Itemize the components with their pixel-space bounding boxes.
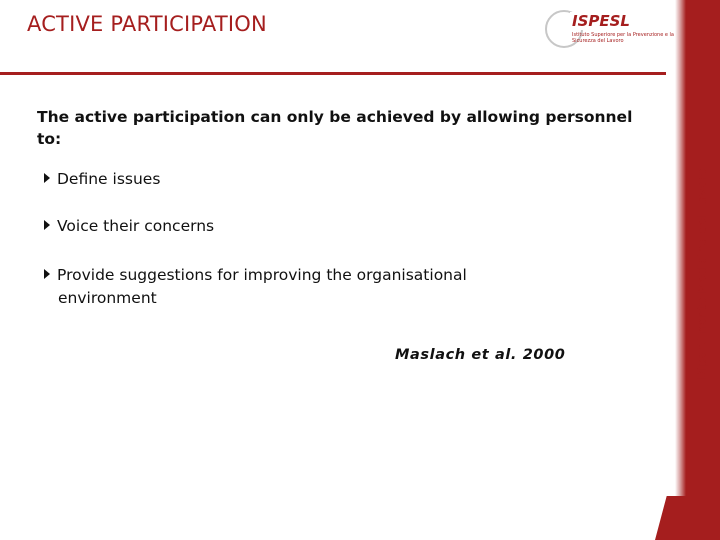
- bullet-text: Define issues: [57, 170, 161, 188]
- bullet-text: Voice their concerns: [57, 217, 215, 235]
- bullet-item: [44, 215, 584, 238]
- right-band-shadow: [675, 0, 686, 540]
- bullet-arrow-icon: [44, 220, 50, 230]
- logo-tagline: Istituto Superiore per la Prevenzione e la Sicurezza del Lavoro: [572, 32, 674, 44]
- right-band: [665, 0, 720, 540]
- bullet-arrow-icon: [44, 269, 50, 279]
- bullet-arrow-icon: [44, 173, 50, 183]
- citation: Maslach et al. 2000: [395, 347, 566, 363]
- logo-name: ISPESL: [572, 12, 630, 30]
- header-divider: [0, 72, 666, 75]
- bullet-continuation: environment: [58, 289, 157, 307]
- bullet-text: Provide suggestions for improving the organisational: [57, 266, 467, 284]
- bullet-item: [44, 264, 584, 310]
- intro-text: The active participation can only be achieved by allowing personnel to:: [37, 108, 633, 148]
- department-label: Dipartimento Medicina del Lavoro: [694, 168, 709, 380]
- ispesl-logo: [545, 8, 675, 56]
- bullet-item: [44, 168, 584, 191]
- slide-title: ACTIVE PARTICIPATION: [27, 12, 267, 36]
